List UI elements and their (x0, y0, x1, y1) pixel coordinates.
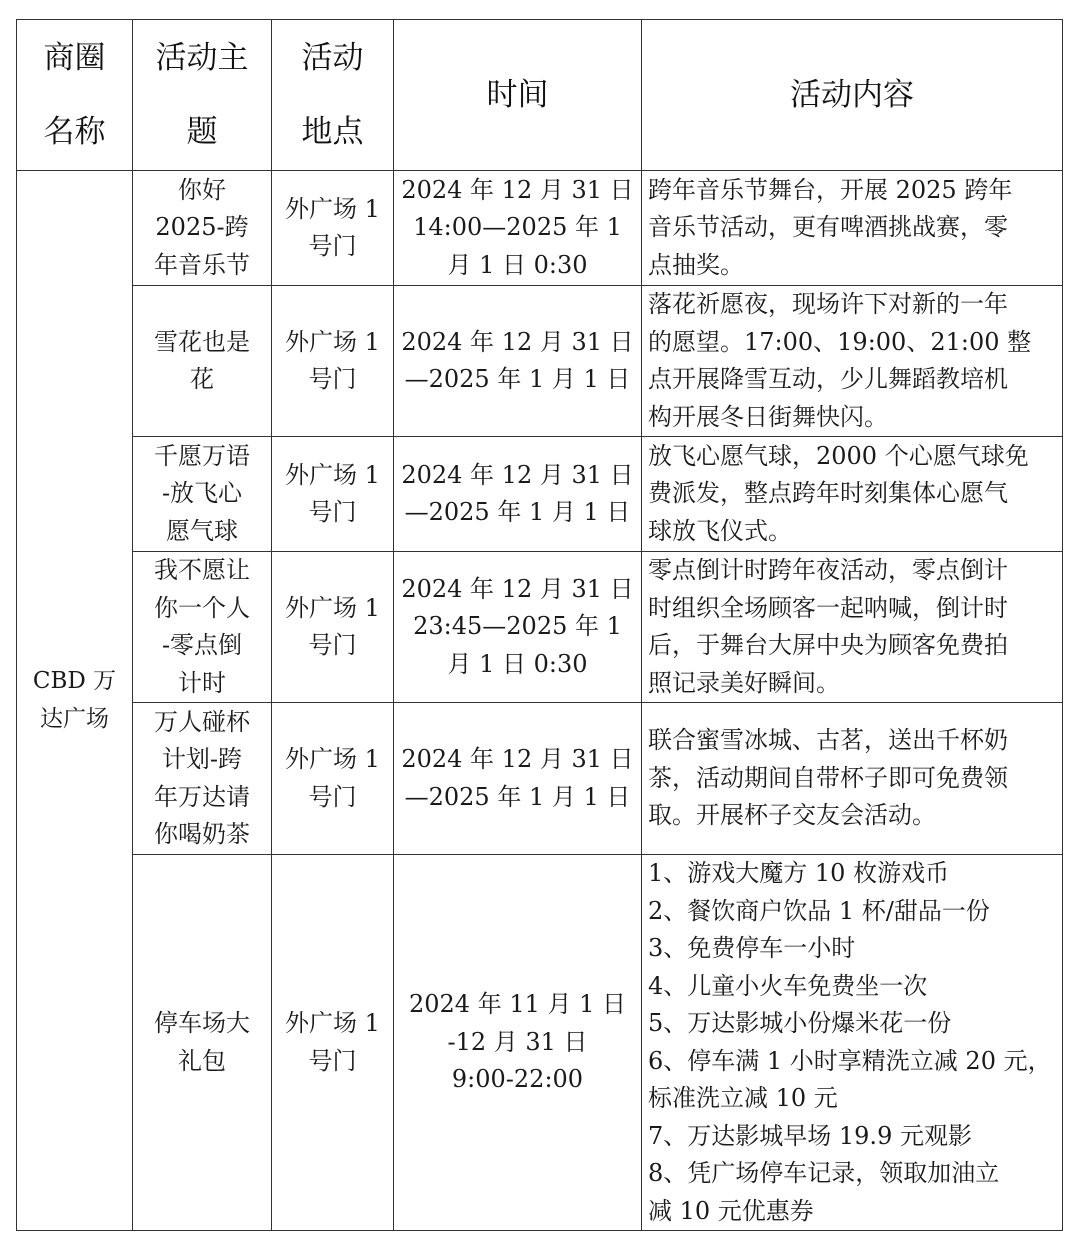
time-text: 14:00—2025 年 1 (413, 213, 622, 242)
location-text: 号门 (308, 631, 357, 659)
header-row (17, 20, 1063, 171)
location-cell (272, 552, 394, 703)
time-text: —2025 年 1 月 1 日 (404, 782, 631, 811)
time-cell (394, 171, 642, 286)
theme-text: 愿气球 (166, 516, 238, 545)
location-text: 号门 (308, 498, 357, 526)
content-text: 球放飞仪式。 (648, 516, 792, 545)
list-item: 减 10 元优惠券 (648, 1196, 814, 1225)
content-cell (642, 171, 1063, 286)
theme-text: 雪花也是 (154, 327, 250, 356)
content-text: 后，于舞台大屏中央为顾客免费拍 (648, 631, 1008, 659)
time-cell (394, 703, 642, 855)
list-item: 6、停车满 1 小时享精洗立减 20 元， (648, 1046, 1052, 1075)
time-cell (394, 552, 642, 703)
location-text: 号门 (308, 1046, 357, 1075)
location-text: 号门 (308, 232, 357, 260)
content-text: 零点倒计时跨年夜活动，零点倒计 (648, 556, 1008, 584)
header-text: 活动主 (155, 40, 249, 76)
theme-text: 你喝奶茶 (154, 820, 250, 848)
content-text: 时组织全场顾客一起呐喊，倒计时 (648, 593, 1008, 622)
theme-text: 千愿万语 (154, 441, 250, 470)
location-text: 外广场 1 (285, 194, 380, 223)
table-row (17, 437, 1063, 552)
time-text: 23:45—2025 年 1 (413, 612, 622, 641)
location-cell (272, 703, 394, 855)
location-text: 号门 (308, 365, 357, 393)
content-text: 音乐节活动，更有啤酒挑战赛，零 (648, 213, 1008, 242)
time-text: —2025 年 1 月 1 日 (404, 498, 631, 526)
theme-cell (133, 703, 272, 855)
time-text: —2025 年 1 月 1 日 (404, 365, 631, 393)
header-text: 活动内容 (790, 77, 914, 113)
theme-text: 计时 (178, 668, 226, 697)
theme-text: 万人碰杯 (154, 707, 250, 736)
content-cell (642, 437, 1063, 552)
parking-perks-list (648, 855, 1056, 1230)
location-text: 外广场 1 (285, 593, 380, 622)
table-row (17, 552, 1063, 703)
time-text: 9:00-22:00 (451, 1065, 584, 1094)
theme-cell (133, 552, 272, 703)
list-item: 2、餐饮商户饮品 1 杯/甜品一份 (648, 896, 990, 925)
theme-text: 计划-跨 (161, 745, 243, 773)
time-text: 2024 年 12 月 31 日 (401, 327, 634, 356)
table-row (17, 703, 1063, 855)
list-item: 7、万达影城早场 19.9 元观影 (648, 1121, 972, 1150)
content-text: 构开展冬日街舞快闪。 (648, 402, 888, 431)
time-cell (394, 286, 642, 437)
theme-text: 你好 (178, 175, 226, 204)
time-text: 月 1 日 0:30 (447, 250, 588, 279)
list-item: 标准洗立减 10 元 (648, 1084, 838, 1112)
list-item: 1、游戏大魔方 10 枚游戏币 (648, 859, 950, 887)
theme-cell (133, 437, 272, 552)
list-item: 3、免费停车一小时 (648, 934, 856, 962)
time-text: -12 月 31 日 (447, 1027, 588, 1056)
list-item: 8、凭广场停车记录，领取加油立 (648, 1159, 1000, 1187)
header-activity-content (642, 20, 1063, 171)
location-text: 号门 (308, 782, 357, 811)
table-row (17, 855, 1063, 1231)
list-item: 5、万达影城小份爆米花一份 (648, 1009, 952, 1037)
district-text: CBD 万 (32, 668, 117, 694)
location-cell (272, 286, 394, 437)
theme-text: 花 (190, 365, 214, 393)
header-text: 名称 (43, 114, 106, 150)
content-text: 点开展降雪互动，少儿舞蹈教培机 (648, 365, 1008, 393)
location-cell (272, 437, 394, 552)
theme-cell (133, 286, 272, 437)
content-text: 点抽奖。 (648, 250, 744, 279)
content-text: 费派发，整点跨年时刻集体心愿气 (648, 479, 1008, 508)
content-text: 照记录美好瞬间。 (648, 668, 840, 697)
location-text: 外广场 1 (285, 1009, 380, 1037)
content-text: 落花祈愿夜，现场许下对新的一年 (648, 290, 1008, 318)
content-cell (642, 855, 1063, 1231)
content-cell (642, 552, 1063, 703)
content-text: 茶，活动期间自带杯子即可免费领 (648, 763, 1008, 792)
time-text: 2024 年 12 月 31 日 (401, 460, 634, 489)
district-text: 达广场 (40, 705, 109, 732)
list-item: 4、儿童小火车免费坐一次 (648, 971, 928, 1000)
theme-cell (133, 855, 272, 1231)
time-cell (394, 437, 642, 552)
theme-text: -放飞心 (161, 479, 243, 508)
content-text: 取。开展杯子交友会活动。 (648, 801, 936, 830)
activity-schedule-table (16, 19, 1063, 1231)
theme-text: 2025-跨 (155, 213, 249, 242)
content-text: 联合蜜雪冰城、古茗，送出千杯奶 (648, 726, 1008, 755)
theme-text: 停车场大 (154, 1009, 250, 1037)
header-text: 题 (186, 114, 218, 150)
header-time (394, 20, 642, 171)
location-cell (272, 855, 394, 1231)
location-cell (272, 171, 394, 286)
content-cell (642, 286, 1063, 437)
theme-text: 年音乐节 (154, 250, 250, 279)
theme-cell (133, 171, 272, 286)
time-text: 2024 年 11 月 1 日 (408, 990, 627, 1019)
header-text: 地点 (301, 114, 364, 150)
theme-text: 年万达请 (154, 782, 250, 811)
time-text: 2024 年 12 月 31 日 (401, 175, 634, 204)
header-district-name (17, 20, 133, 171)
content-text: 的愿望。17:00、19:00、21:00 整 (648, 327, 1032, 356)
theme-text: -零点倒 (161, 631, 243, 659)
time-text: 月 1 日 0:30 (447, 649, 588, 678)
time-cell (394, 855, 642, 1231)
theme-text: 礼包 (178, 1046, 226, 1075)
district-name-cell (17, 171, 133, 1231)
header-text: 商圈 (43, 40, 106, 76)
content-text: 跨年音乐节舞台，开展 2025 跨年 (648, 175, 1013, 204)
theme-text: 你一个人 (154, 593, 250, 622)
header-text: 活动 (301, 40, 364, 76)
header-activity-theme (133, 20, 272, 171)
table-row (17, 286, 1063, 437)
table-row (17, 171, 1063, 286)
location-text: 外广场 1 (285, 460, 380, 489)
location-text: 外广场 1 (285, 327, 380, 356)
content-cell (642, 703, 1063, 855)
theme-text: 我不愿让 (154, 556, 250, 584)
location-text: 外广场 1 (285, 745, 380, 773)
header-activity-location (272, 20, 394, 171)
content-text: 放飞心愿气球，2000 个心愿气球免 (648, 441, 1029, 470)
time-text: 2024 年 12 月 31 日 (401, 574, 634, 603)
time-text: 2024 年 12 月 31 日 (401, 745, 634, 773)
header-text: 时间 (486, 77, 549, 113)
